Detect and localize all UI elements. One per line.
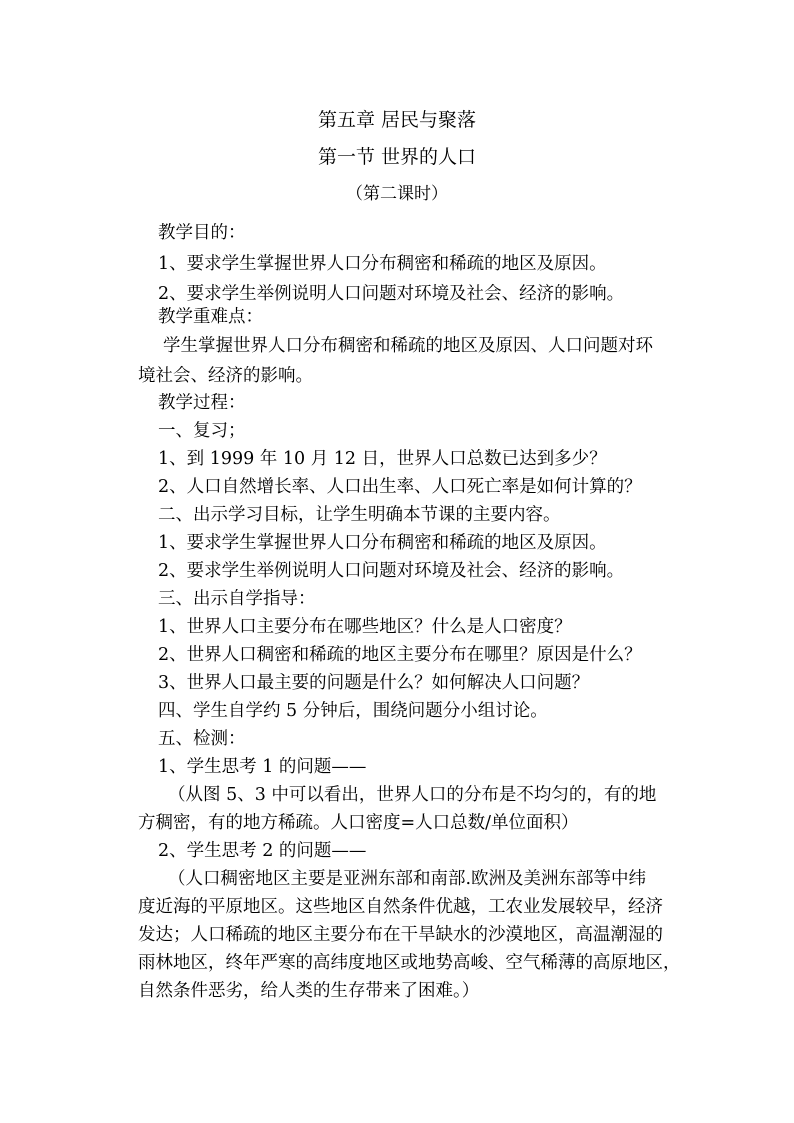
answer-1-text-cont: 方稠密，有的地方稀疏。人口密度=人口总数/单位面积） [138, 813, 579, 833]
goal-item: 1、要求学生掌握世界人口分布稠密和稀疏的地区及原因。 [158, 533, 607, 553]
answer-1-text: （从图 5、3 中可以看出，世界人口的分布是不均匀的，有的地 [168, 785, 657, 805]
answer-2-text-cont: 自然条件恶劣，给人类的生存带来了困难。） [138, 981, 480, 1001]
heading-objectives: 教学目的： [158, 223, 246, 243]
review-question: 1、到 1999 年 10 月 12 日，世界人口总数已达到多少？ [158, 449, 607, 469]
section-title: 第一节 世界的人口 [317, 146, 477, 168]
section-self-study: 三、出示自学指导： [158, 589, 316, 609]
lesson-subtitle: （第二课时） [346, 184, 448, 204]
section-check: 五、检测： [158, 729, 246, 749]
section-review: 一、复习； [158, 421, 246, 441]
answer-2-text-cont: 度近海的平原地区。这些地区自然条件优越，工农业发展较早，经济 [138, 897, 663, 917]
goal-item: 2、要求学生举例说明人口问题对环境及社会、经济的影响。 [158, 561, 625, 581]
study-question: 1、世界人口主要分布在哪些地区？什么是人口密度？ [158, 617, 572, 637]
think-question-2: 2、学生思考 2 的问题—— [158, 841, 367, 861]
review-question: 2、人口自然增长率、人口出生率、人口死亡率是如何计算的？ [158, 477, 642, 497]
think-question-1: 1、学生思考 1 的问题—— [158, 757, 367, 777]
answer-2-text-cont: 发达；人口稀疏的地区主要分布在干旱缺水的沙漠地区，高温潮湿的 [138, 925, 663, 945]
heading-key-points: 教学重难点： [158, 307, 263, 327]
key-points-text-cont: 境社会、经济的影响。 [138, 366, 313, 386]
answer-2-text-cont: 雨林地区，终年严寒的高纬度地区或地势高峻、空气稀薄的高原地区， [138, 953, 681, 973]
objective-item: 2、要求学生举例说明人口问题对环境及社会、经济的影响。 [158, 284, 625, 304]
key-points-text: 学生掌握世界人口分布稠密和稀疏的地区及原因、人口问题对环 [163, 336, 653, 356]
section-discussion: 四、学生自学约 5 分钟后，围绕问题分小组讨论。 [158, 701, 548, 721]
answer-2-text: （人口稠密地区主要是亚洲东部和南部.欧洲及美洲东部等中纬 [168, 869, 647, 889]
study-question: 2、世界人口稠密和稀疏的地区主要分布在哪里？原因是什么？ [158, 645, 642, 665]
heading-process: 教学过程： [158, 393, 246, 413]
chapter-title: 第五章 居民与聚落 [317, 109, 477, 131]
study-question: 3、世界人口最主要的问题是什么？如何解决人口问题？ [158, 673, 590, 693]
section-goals: 二、出示学习目标，让学生明确本节课的主要内容。 [158, 505, 561, 525]
objective-item: 1、要求学生掌握世界人口分布稠密和稀疏的地区及原因。 [158, 254, 607, 274]
